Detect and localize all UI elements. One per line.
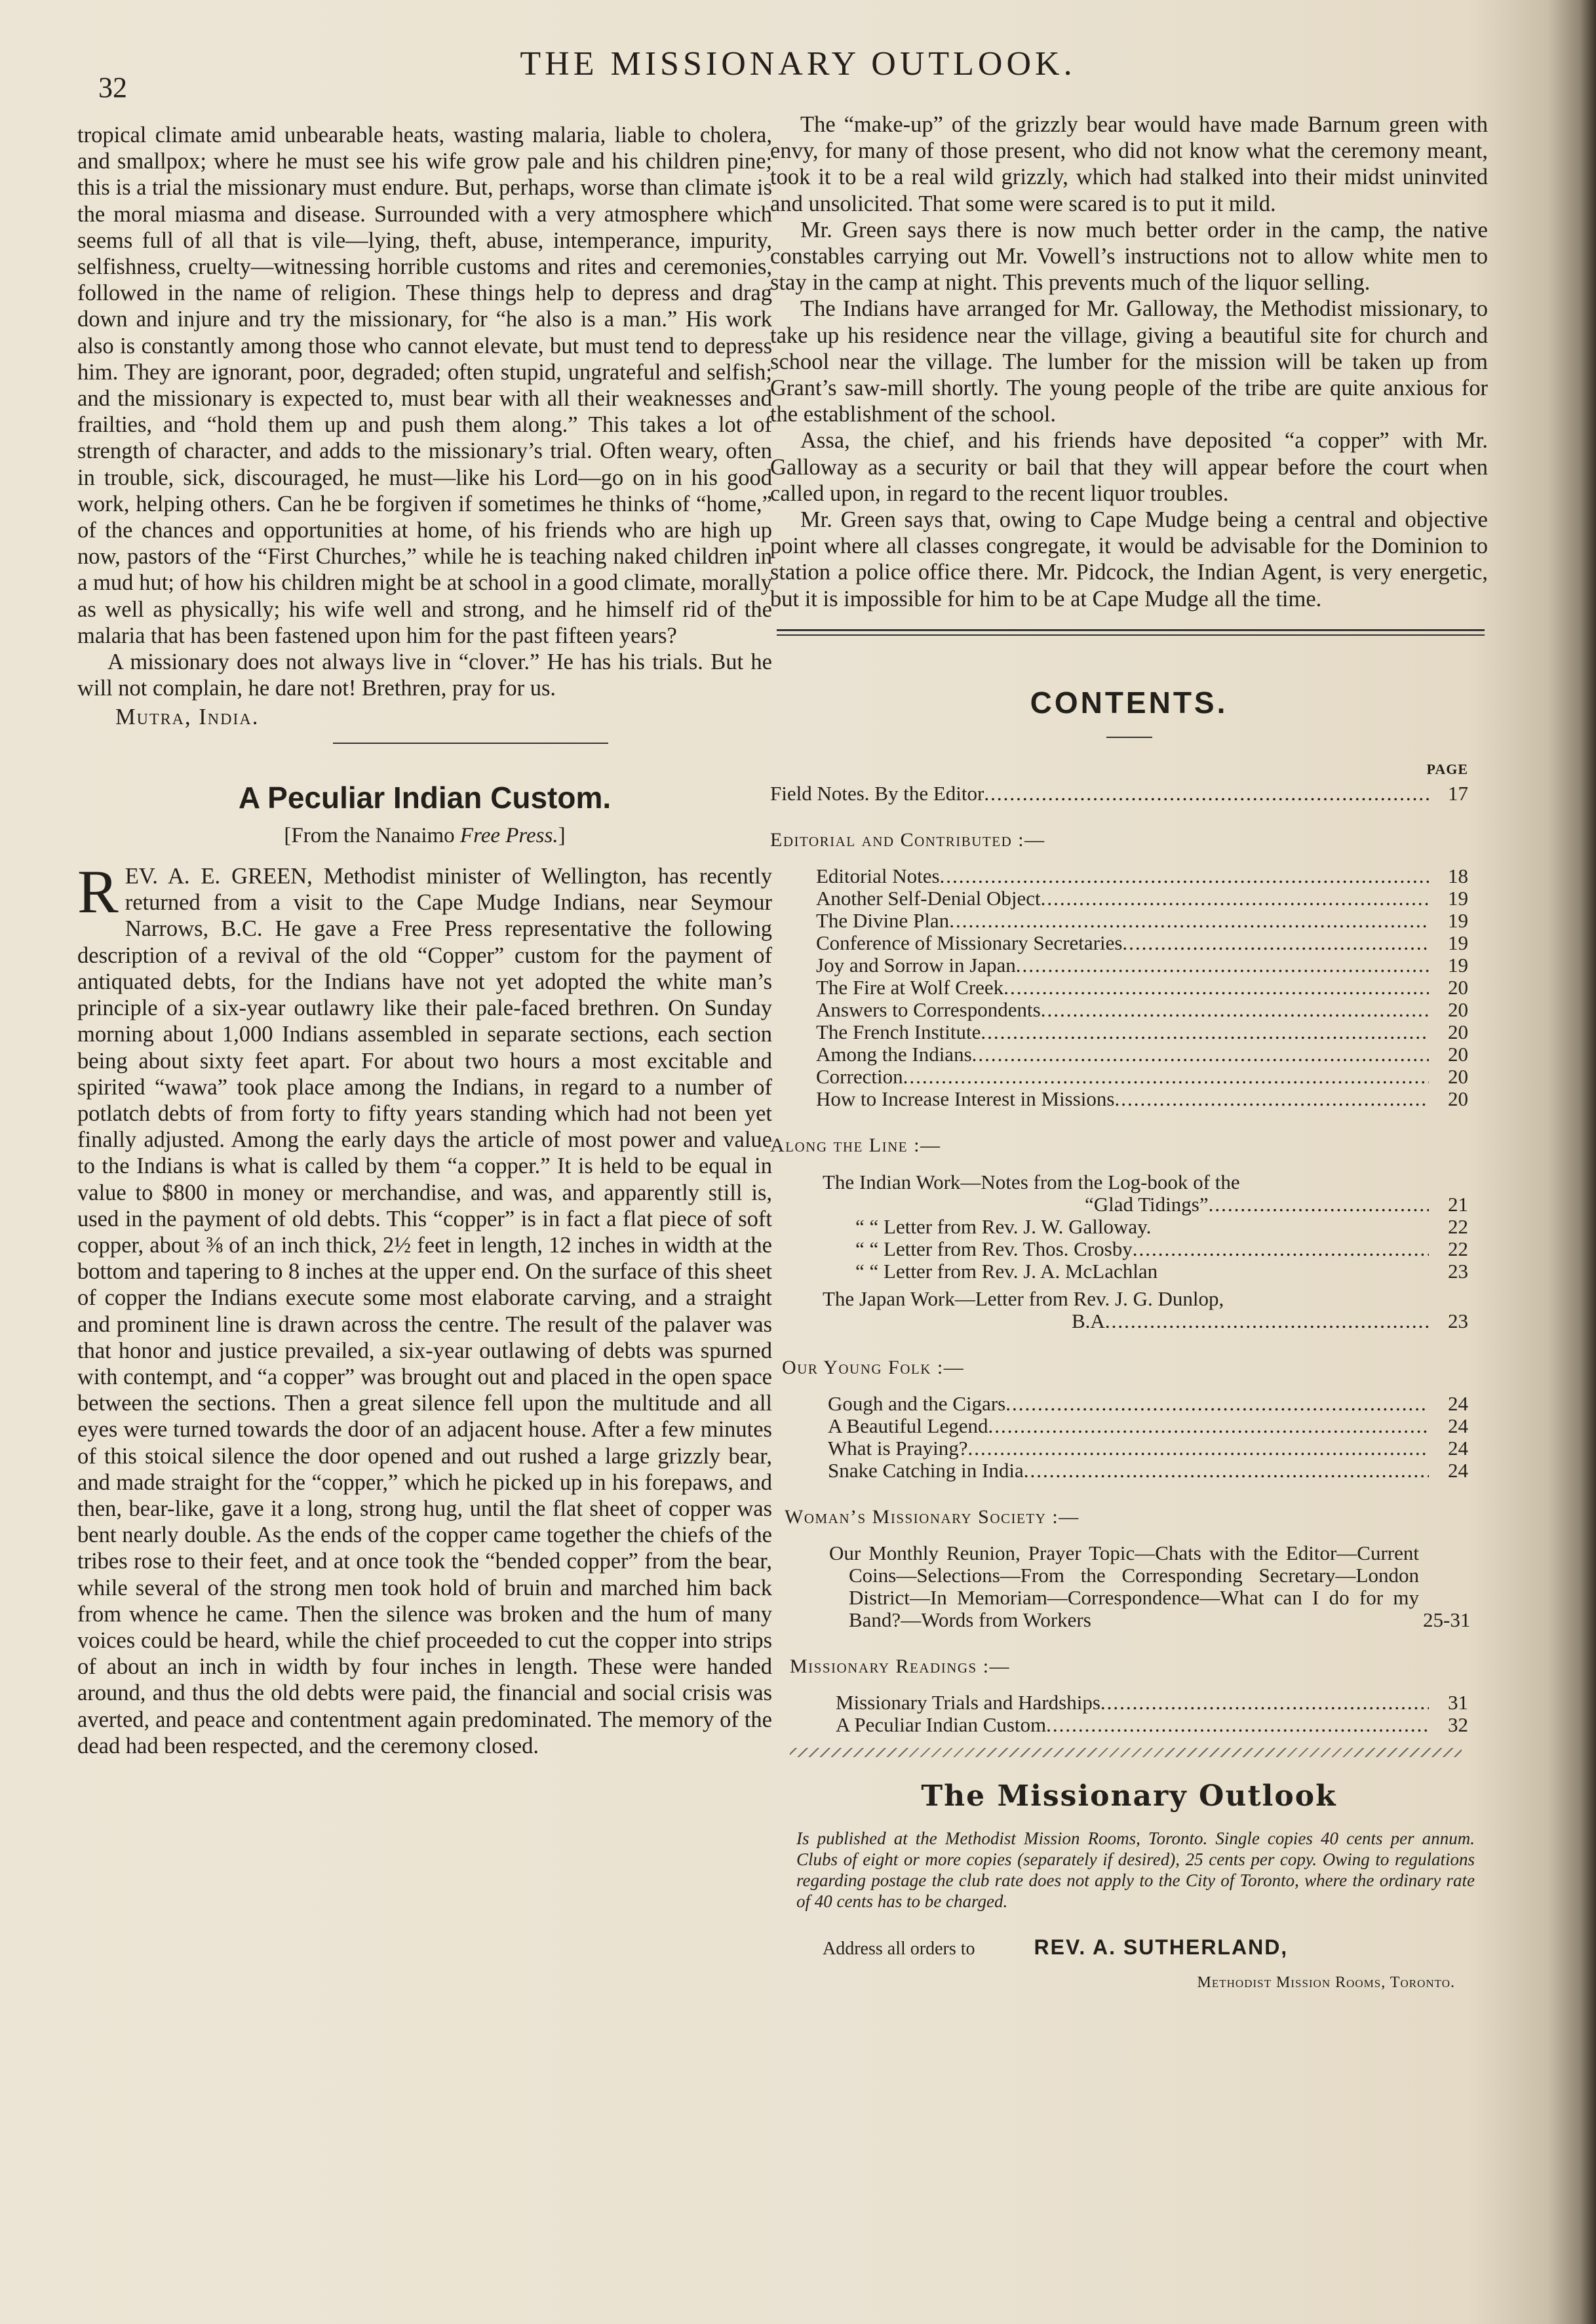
article-continuation-1: The “make-up” of the grizzly bear would have made Barnum green with envy, for many of those present, who did not know what the ceremony meant, took it to be a real wild grizzly, which had stalked into their midst uninvited and unsolicited. That some were scared is to put it mild. — [770, 112, 1488, 216]
toc-item[interactable]: The Fire at Wolf Creek ..... 20 — [816, 977, 1488, 999]
section-divider — [777, 629, 1485, 636]
toc-section-heading: Editorial and Contributed :— — [770, 829, 1045, 851]
toc-item[interactable]: Another Self-Denial Object ..... 19 — [816, 887, 1488, 910]
article-source: [From the Nanaimo Free Press.] — [284, 823, 566, 847]
toc-item[interactable]: A Beautiful Legend ..... 24 — [828, 1415, 1488, 1437]
orders-address — [823, 1934, 1488, 1962]
article-continuation-2: Mr. Green says there is now much better order in the camp, the native constables carrying out Mr. Vowell’s instructions not to allow white men to stay in the camp at night. This prevents much of the liquor selling. — [770, 217, 1488, 296]
article-body — [77, 858, 772, 1759]
toc-section-heading: Along the Line :— — [770, 1134, 941, 1157]
article-title: A Peculiar Indian Custom. — [238, 780, 612, 815]
toc-section-young-folk — [828, 1393, 1488, 1482]
continued-paragraph: tropical climate amid unbearable heats, wasting malaria, liable to cholera, and smallpox; where he must see his wife grow pale and his children pine; this is a trial the missionary must endure. But, perhaps, worse than climate is the moral miasma and disease. Surrounded with a very atmosphere which seems full of all that is vile—lying, theft, abuse, intemperance, impurity, selfishness, cruelty—witnessing horrible customs and rites and ceremonies, followed in the name of religion. These things help to depress and drag down and injure and try the missionary, for “he also is a man.” His work also is constantly among those who cannot elevate, but must tend to depress him. They are ignorant, poor, degraded; often stupid, ungrateful and selfish; and the missionary is expected to, must bear with all their weaknesses and frailties, and “hold them up and push them along.” This takes a lot of strength of character, and adds to the missionary’s trial. Often weary, often in trouble, sick, discouraged, he must—like his Lord—go on in his good work, helping others. Can he be forgiven if sometimes he thinks of “home,” of the chances and opportunities at home, of his friends who are high up now, pastors of the “First Churches,” while he is teaching naked children in a mud hut; of how his children might be at school in a good climate, morally as well as physically; his wife well and strong, and he himself rid of the malaria that has been fastened upon him for the past fifteen years? — [77, 123, 772, 648]
toc-section-heading: Woman’s Missionary Society :— — [785, 1505, 1080, 1528]
toc-item[interactable]: Editorial Notes ..... 18 — [816, 865, 1488, 887]
toc-section-wms[interactable]: Our Monthly Reunion, Prayer Topic—Chats with the Editor—Current Coins—Selections—From the Corresponding Secretary—London District—In Memoriam—Correspondence—What can I do for my Band?—Words from Workers 25-31 — [829, 1541, 1471, 1632]
toc-item[interactable]: How to Increase Interest in Missions ..... 20 — [816, 1088, 1488, 1110]
right-column — [770, 111, 1488, 1996]
masthead-title: The Missionary Outlook — [921, 1779, 1337, 1813]
toc-item-continued[interactable]: B.A ..... 23 — [823, 1310, 1488, 1332]
article-continuation-5: Mr. Green says that, owing to Cape Mudge being a central and objective point where all classes congregate, it would be advisable for the Dominion to station a police office there. Mr. Pidcock, the Indian Agent, is very energetic, but it is impossible for him to be at Cape Mudge all the time. — [770, 507, 1488, 611]
page-number: 32 — [98, 71, 127, 104]
orders-name: REV. A. SUTHERLAND, — [1034, 1935, 1289, 1960]
toc-item[interactable]: The Indian Work—Notes from the Log-book of the — [823, 1170, 1240, 1193]
toc-field-notes[interactable]: Field Notes. By the Editor ..... 17 — [770, 783, 1488, 805]
toc-item[interactable]: Conference of Missionary Secretaries ..... 19 — [816, 932, 1488, 954]
toc-item[interactable]: “ “ Letter from Rev. J. W. Galloway. 22 — [855, 1214, 1468, 1238]
article-paragraph: EV. A. E. GREEN, Methodist minister of Wellington, has recently returned from a visit to the Cape Mudge Indians, near Seymour Narrows, B.C. He gave a Free Press representative the following description of a revival of the old “Copper” custom for the payment of antiquated debts, for the Indians have not yet adopted the white man’s principle of a six-year outlawry like their pale-faced brethren. On Sunday morning about 1,000 Indians assembled in separate sections, each section being about sixty feet apart. For about two hours a most excitable and spirited “wawa” took place among the Indians, in regard to a number of potlatch debts of from forty to fifty years standing which had not been yet finally adjusted. Among the early days the article of most power and value to the Indians is what is called by them “a copper.” It is held to be equal in value to $800 in money or merchandise, and was, and apparently still is, used in the payment of old debts. This “copper” is in fact a flat piece of soft copper, about ⅜ of an inch thick, 2½ feet in length, 12 inches in width at the bottom and tapering to 8 inches at the upper end. On the surface of this sheet of copper the Indians execute some most elaborate carving, and a straight and prominent line is drawn across the centre. The result of the palaver was that honor and justice prevailed, a six-year outlawing of debts was spurned with contempt, and “a copper” was brought out and placed in the open space between the sections. Then a great silence fell upon the multitude and all eyes were turned towards the door of an adjacent house. After a few minutes of this stoical silence the door opened and out rushed a large grizzly bear, and made straight for the “copper,” which he picked up in his forepaws, and then, bear-like, gave it a long, strong hug, until the flat sheet of copper was bent nearly double. As the ends of the copper came together the chiefs of the tribes rose to their feet, and at once took the “bended copper” from the bear, while several of the strong men took hold of bruin and marched him back from whence he came. Then the silence was broken and the hum of many voices could be heard, while the chief proceeded to cut the copper into strips of about an inch in width by four inches in length. These were handed around, and thus the old debts were paid, the financial and social crisis was averted, and peace and contentment again predominated. The memory of the dead had been respected, and the ceremony closed. — [77, 864, 772, 1758]
toc-item[interactable]: Among the Indians ..... 20 — [816, 1043, 1488, 1066]
article-divider — [333, 743, 608, 744]
masthead-imprint: Is published at the Methodist Mission Rooms, Toronto. Single copies 40 cents per annum. Clubs of eight or more copies (separately if desired), 25 cents per copy. Owing to regulations regarding postage the club rate does not apply to the City of Toronto, where the ordinary rate of 40 cents has to be charged. — [796, 1829, 1475, 1912]
article-continuation-3: The Indians have arranged for Mr. Galloway, the Methodist missionary, to take up his residence near the village, giving a beautiful site for church and school near the village. The lumber for the mission will be taken up from Grant’s saw-mill shortly. The young people of the tribe are quite anxious for the establishment of the school. — [770, 296, 1488, 427]
toc-item[interactable]: “ “ Letter from Rev. Thos. Crosby ..... 22 — [823, 1238, 1488, 1260]
toc-item[interactable]: A Peculiar Indian Custom ..... 32 — [836, 1714, 1488, 1736]
orders-address-line: Methodist Mission Rooms, Toronto. — [1197, 1973, 1455, 1991]
toc-item[interactable]: The French Institute ..... 20 — [816, 1021, 1488, 1043]
toc-section-heading: Missionary Readings :— — [790, 1656, 1011, 1678]
toc-item[interactable]: “ “ Letter from Rev. J. A. McLachlan 23 — [855, 1259, 1468, 1283]
toc-item[interactable]: The Divine Plan ..... 19 — [816, 910, 1488, 932]
page-header — [0, 39, 1596, 104]
toc-item[interactable]: The Japan Work—Letter from Rev. J. G. Dunlop, — [823, 1287, 1224, 1310]
left-column — [77, 122, 772, 1759]
article-continuation-4: Assa, the chief, and his friends have deposited “a copper” with Mr. Galloway as a security or bail that they will appear before the court when called upon, in regard to the recent liquor troubles. — [770, 428, 1488, 506]
orders-label: Address all orders to — [823, 1939, 975, 1960]
toc-item[interactable]: Gough and the Cigars ..... 24 — [828, 1393, 1488, 1415]
drop-cap: R — [77, 858, 119, 927]
contents-rule — [1106, 737, 1152, 738]
toc-section-along-the-line — [823, 1171, 1488, 1332]
toc-item[interactable]: Missionary Trials and Hardships ..... 31 — [836, 1692, 1488, 1714]
toc-section-heading: Our Young Folk :— — [782, 1356, 965, 1378]
toc-item[interactable]: Correction ..... 20 — [816, 1066, 1488, 1088]
ornamental-rule — [790, 1748, 1462, 1757]
toc-item[interactable]: Snake Catching in India ..... 24 — [828, 1460, 1488, 1482]
toc-item[interactable]: Answers to Correspondents ..... 20 — [816, 999, 1488, 1021]
page-column-label: PAGE — [1426, 761, 1468, 778]
dateline-place: Mutra, India. — [115, 705, 260, 730]
closing-paragraph: A missionary does not always live in “clover.” He has his trials. But he will not complain, he dare not! Brethren, pray for us. — [77, 649, 772, 701]
toc-section-readings — [836, 1692, 1488, 1736]
toc-item[interactable]: What is Praying? ..... 24 — [828, 1437, 1488, 1460]
running-title: THE MISSIONARY OUTLOOK. — [520, 45, 1076, 83]
toc-item-continued[interactable]: “Glad Tidings” ..... 21 — [823, 1193, 1488, 1216]
contents-title: CONTENTS. — [1030, 685, 1228, 720]
toc-item[interactable]: Joy and Sorrow in Japan ..... 19 — [816, 954, 1488, 977]
toc-section-editorial — [816, 865, 1488, 1110]
